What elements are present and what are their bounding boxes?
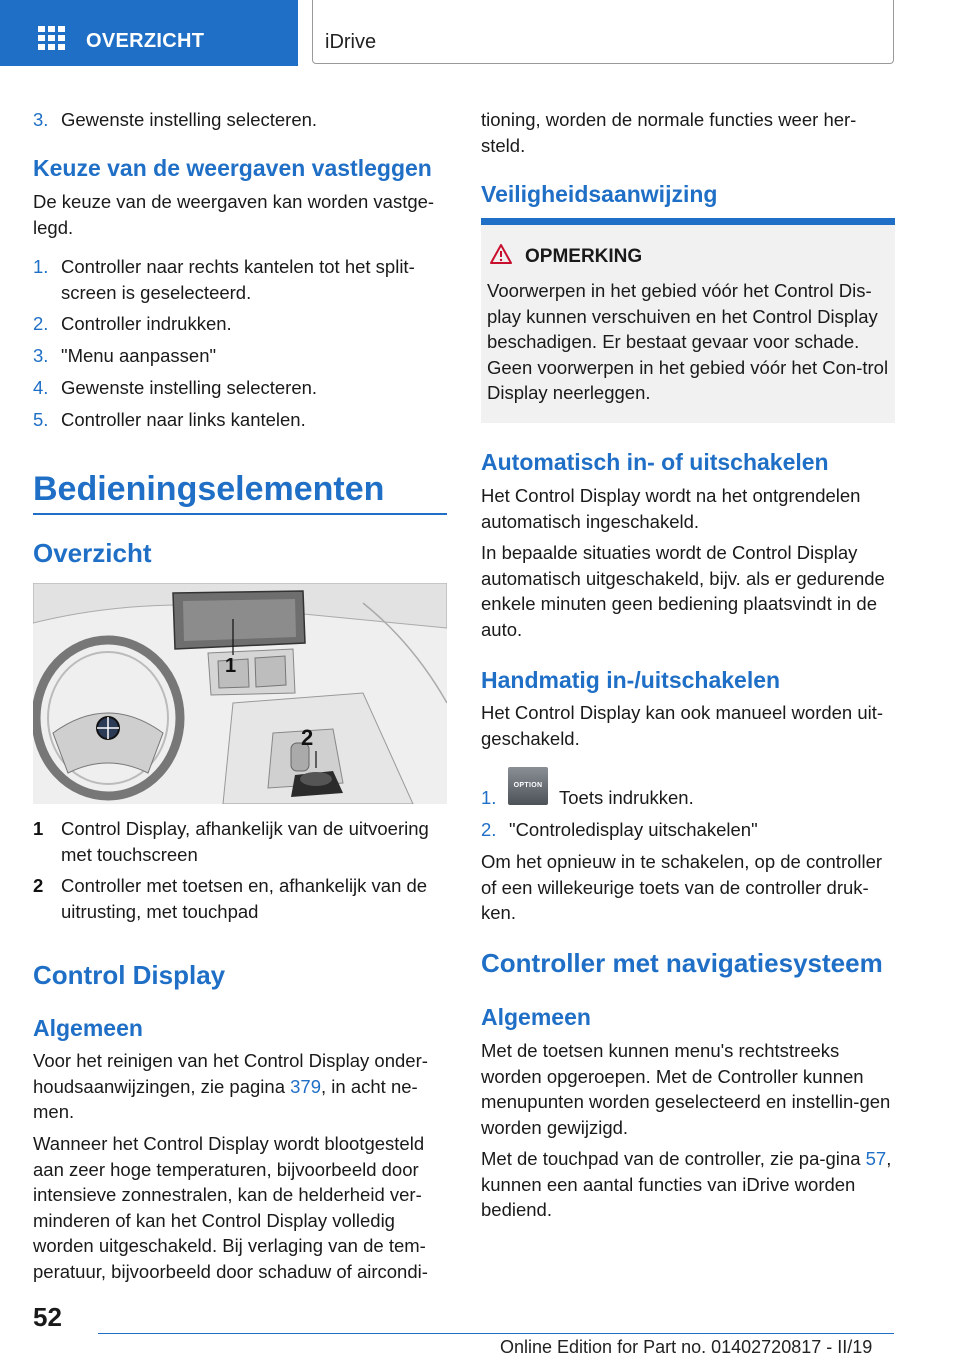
heading-algemeen: Algemeen	[33, 1015, 143, 1041]
footer-edition: Online Edition for Part no. 01402720817 - II/19	[500, 1337, 873, 1357]
paragraph-reinigen: Voor het reinigen van het Control Display onder-houdsaanwijzingen, zie pagina 379, in acht ne-men.	[33, 1050, 428, 1122]
grid-icon	[38, 26, 66, 50]
warning-text: Voorwerpen in het gebied vóór het Control Dis-play kunnen verschuiven en het Control Display beschadigen. Er bestaat gevaar voor schade. Geen voorwerpen in het gebied vóór het Con-trol Display neerleggen.	[487, 280, 889, 403]
callout-2: 2	[301, 725, 314, 750]
heading-algemeen-2: Algemeen	[481, 1004, 591, 1030]
paragraph: Het Control Display kan ook manueel worden uit-geschakeld.	[481, 702, 884, 749]
chapter-title: iDrive	[325, 31, 377, 53]
section-tab[interactable]	[0, 0, 298, 66]
paragraph: De keuze van de weergaven kan worden vastge-legd.	[33, 191, 435, 238]
paragraph-temperatuur: Wanneer het Control Display wordt blootgesteld aan zeer hoge temperaturen, bijvoorbeeld door intensieve zonnestralen, kan de helderheid ver-minderen of kan het Control Display volledig worden uitgeschakeld. Bij verlaging van de tem-peratuur, bijvoorbeeld door schaduw of aircondi-	[33, 1133, 428, 1282]
heading-navigatie: Controller met navigatiesysteem	[481, 948, 883, 978]
heading-handmatig: Handmatig in-/uitschakelen	[481, 667, 781, 693]
warning-triangle-icon	[489, 243, 513, 265]
heading-bedieningselementen: Bedieningselementen	[33, 470, 385, 508]
paragraph: Om het opnieuw in te schakelen, op de controller of een willekeurige toets van de controller druk-ken.	[481, 851, 883, 923]
page-number: 52	[33, 1302, 62, 1332]
paragraph-continued: tioning, worden de normale functies weer her-steld.	[481, 109, 857, 156]
chapter-box	[312, 0, 894, 64]
dashboard-drawing	[33, 583, 447, 804]
dashboard-illustration	[33, 583, 447, 804]
heading-automatisch: Automatisch in- of uitschakelen	[481, 449, 829, 475]
page-link-379[interactable]: 379	[290, 1075, 322, 1097]
option-button-icon: OPTION	[508, 767, 548, 805]
warning-bar	[481, 218, 895, 225]
heading-overzicht: Overzicht	[33, 538, 152, 568]
section-label: OVERZICHT	[86, 30, 205, 52]
paragraph: Het Control Display wordt na het ontgrendelen automatisch ingeschakeld.	[481, 485, 861, 532]
heading-veiligheid: Veiligheidsaanwijzing	[481, 181, 718, 207]
warning-box	[481, 218, 895, 423]
heading-keuze: Keuze van de weergaven vastleggen	[33, 155, 432, 181]
heading-control-display: Control Display	[33, 960, 226, 990]
paragraph: Met de toetsen kunnen menu's rechtstreeks worden opgeroepen. Met de Controller kunnen menupunten worden geselecteerd en instellin-gen worden gewijzigd.	[481, 1040, 891, 1138]
heading-rule	[33, 513, 447, 515]
warning-title: OPMERKING	[525, 246, 643, 267]
footer-rule	[98, 1333, 894, 1334]
page-link-57[interactable]: 57	[865, 1148, 887, 1169]
paragraph: In bepaalde situaties wordt de Control Display automatisch uitgeschakeld, bijv. als er gedurende enkele minuten geen bediening plaatsvindt in de auto.	[481, 542, 885, 640]
callout-1: 1	[225, 655, 237, 677]
paragraph-touchpad: Met de touchpad van de controller, zie pa-gina 57, kunnen een aantal functies van iDrive worden bediend.	[481, 1148, 892, 1220]
